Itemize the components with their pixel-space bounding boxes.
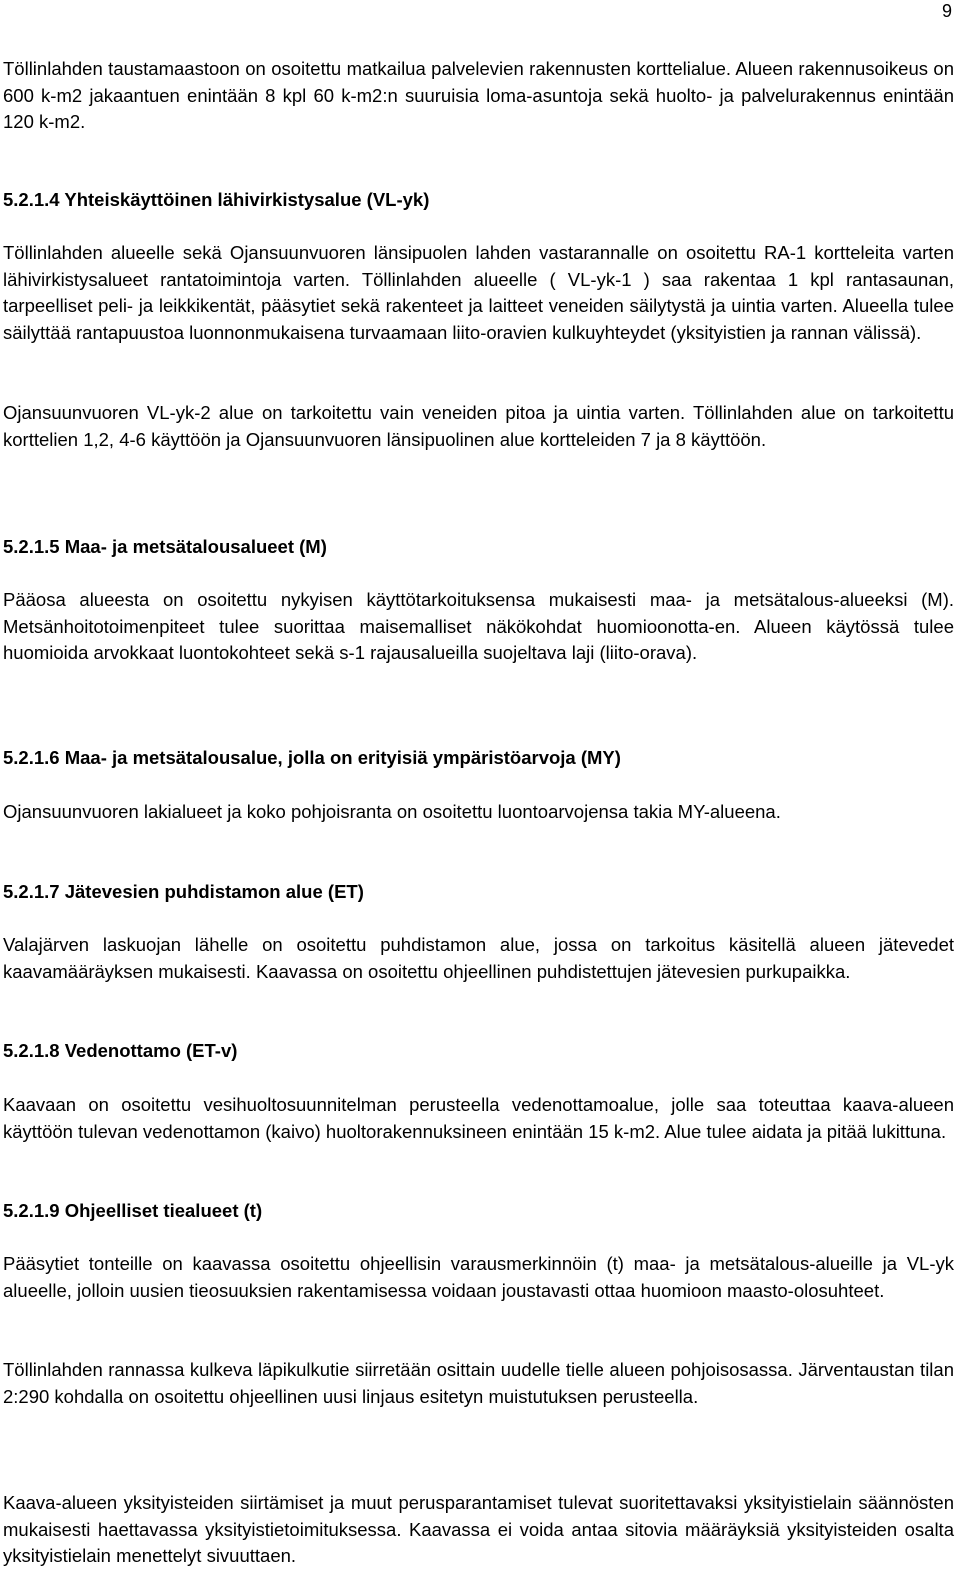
paragraph-vl-yk-description: Töllinlahden alueelle sekä Ojansuunvuoren länsipuolen lahden vastarannalle on osoitettu RA-1 kortteleita varten lähivirkistysalueet rantatoimintoja varten. Töllinlahden alueelle ( VL-yk-1 ) saa rakentaa 1 kpl rantasaunan, tarpeelliset peli- ja leikkikentät, pääsytiet sekä rakenteet ja laitteet veneiden säilytystä ja uintia varten. Alueella tulee säilyttää rantapuustoa luonnonmukaisena turvaamaan liito-oravien kulkuyhteydet (yksityistien ja rannan välissä). [3, 242, 954, 343]
section-heading-5-2-1-5: 5.2.1.5 Maa- ja metsätalousalueet (M) [3, 536, 327, 557]
paragraph-tourism-block: Töllinlahden taustamaastoon on osoitettu matkailua palvelevien rakennusten korttelialue. Alueen rakennusoikeus on 600 k-m2 jakaantuen enintään 8 kpl 60 k-m2:n suuruisia loma-asuntoja sekä huolto- ja palvelurakennus enintään 120 k-m2. [3, 58, 954, 132]
paragraph-et-area: Valajärven laskuojan lähelle on osoitettu puhdistamon alue, jossa on tarkoitus käsitellä alueen jätevedet kaavamääräyksen mukaisesti. Kaavassa on osoitettu ohjeellinen puhdistettujen jätevesien purkupaikka. [3, 934, 954, 982]
paragraph-through-road: Töllinlahden rannassa kulkeva läpikulkutie siirretään osittain uudelle tielle alueen pohjoisosassa. Järventaustan tilan 2:290 kohdalla on osoitettu ohjeellinen uusi linjaus esitetyn muistutuksen perusteella. [3, 1359, 954, 1407]
page-number: 9 [941, 1, 952, 21]
section-heading-5-2-1-6: 5.2.1.6 Maa- ja metsätalousalue, jolla on erityisiä ympäristöarvoja (MY) [3, 747, 621, 768]
paragraph-m-areas: Pääosa alueesta on osoitettu nykyisen käyttötarkoituksensa mukaisesti maa- ja metsätalous-alueeksi (M). Metsänhoitotoimenpiteet tulee suorittaa maisemalliset näkökohdat huomioonotta-en. Alueen käytössä tulee huomioida arvokkaat luontokohteet sekä s-1 rajausalueilla suojeltava laji (liito-orava). [3, 589, 954, 663]
paragraph-my-area: Ojansuunvuoren lakialueet ja koko pohjoisranta on osoitettu luontoarvojensa takia MY-alueena. [3, 801, 781, 822]
paragraph-et-v-area: Kaavaan on osoitettu vesihuoltosuunnitelman perusteella vedenottamoalue, jolle saa toteuttaa kaava-alueen käyttöön tulevan vedenottamon (kaivo) huoltorakennuksineen enintään 15 k-m2. Alue tulee aidata ja pitää lukittuna. [3, 1094, 954, 1142]
paragraph-vl-yk-2: Ojansuunvuoren VL-yk-2 alue on tarkoitettu vain veneiden pitoa ja uintia varten. Töllinlahden alue on tarkoitettu korttelien 1,2, 4-6 käyttöön ja Ojansuunvuoren länsipuolinen alue kortteleiden 7 ja 8 käyttöön. [3, 402, 954, 450]
paragraph-road-areas: Pääsytiet tonteille on kaavassa osoitettu ohjeellisin varausmerkinnöin (t) maa- ja metsätalous-alueille ja VL-yk alueelle, jolloin uusien tieosuuksien rakentamisessa voidaan joustavasti ottaa huomioon maasto-olosuhteet. [3, 1253, 954, 1301]
section-heading-5-2-1-9: 5.2.1.9 Ohjeelliset tiealueet (t) [3, 1200, 263, 1221]
section-heading-5-2-1-7: 5.2.1.7 Jätevesien puhdistamon alue (ET) [3, 881, 364, 902]
section-heading-5-2-1-8: 5.2.1.8 Vedenottamo (ET-v) [3, 1040, 238, 1061]
paragraph-private-roads: Kaava-alueen yksityisteiden siirtämiset ja muut perusparantamiset tulevat suoritettavaksi yksityistielain säännösten mukaisesti haettavassa yksityistietoimituksessa. Kaavassa ei voida antaa sitovia määräyksiä yksityisteiden osalta yksityistielain menettelyt sivuuttaen. [3, 1492, 954, 1566]
section-heading-5-2-1-4: 5.2.1.4 Yhteiskäyttöinen lähivirkistysalue (VL-yk) [3, 189, 430, 210]
